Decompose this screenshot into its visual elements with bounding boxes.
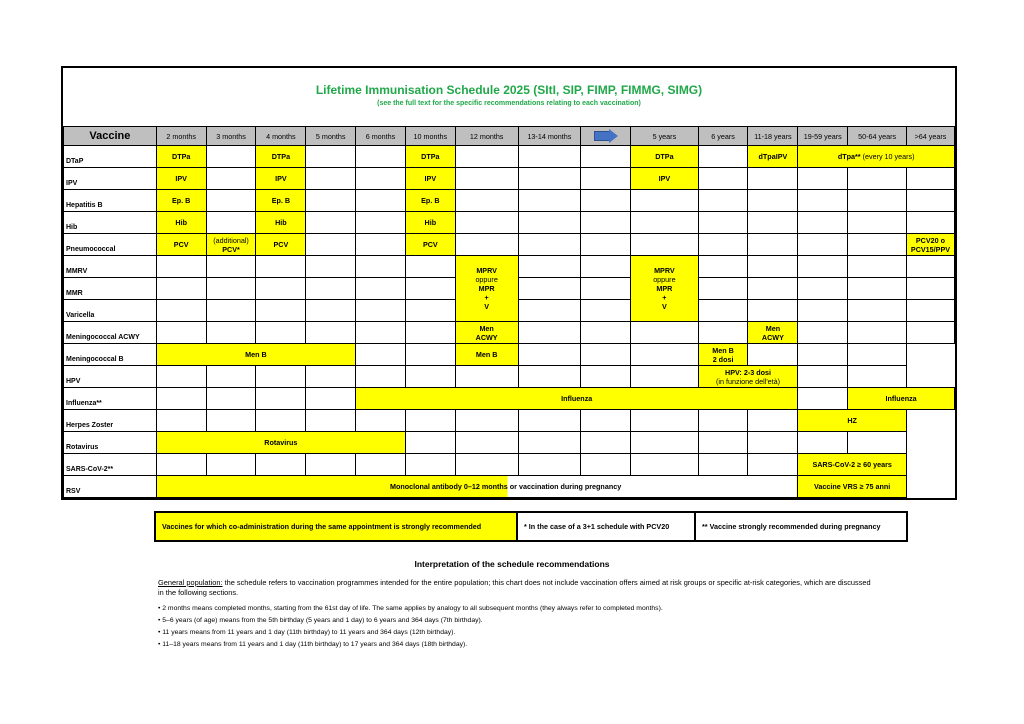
schedule-frame: [61, 66, 957, 500]
list-item: • 5–6 years (of age) means from the 5th birthday (5 years and 1 day) to 6 years and 364 days (7th birthday).: [158, 617, 483, 624]
cell: IPV: [631, 168, 699, 190]
list-item: • 11 years means from 11 years and 1 day (11th birthday) to 11 years and 364 days (12th birthday).: [158, 629, 456, 636]
cell-text: MPRV: [476, 266, 497, 275]
row-label: RSV: [64, 476, 157, 498]
cell: Influenza: [848, 388, 955, 410]
cell: SARS-CoV-2 ≥ 60 years: [798, 454, 907, 476]
table-row: [64, 168, 955, 190]
cell: PCV: [156, 234, 206, 256]
row-label: MMRV: [64, 256, 157, 278]
row-label: Herpes Zoster: [64, 410, 157, 432]
cell: Hib: [156, 212, 206, 234]
gp-body: the schedule refers to vaccination programmes intended for the entire population; this chart does not include vaccination offers aimed at risk groups or specific at-risk categories, which are discussed in the following sections.: [158, 578, 871, 597]
cell-text: PCV*: [222, 244, 240, 254]
row-label: IPV: [64, 168, 157, 190]
row-label: Meningococcal ACWY: [64, 322, 157, 344]
cell-text: Men: [765, 323, 781, 333]
cell: [206, 234, 256, 256]
arrow-right-icon: [594, 131, 618, 140]
table-row: [64, 432, 955, 454]
legend-coadmin: Vaccines for which co-administration during the same appointment is strongly recommended: [156, 513, 518, 540]
cell-note: oppure: [653, 275, 676, 284]
cell: dTpaIPV: [748, 146, 798, 168]
cell-text: +: [484, 293, 489, 302]
header-col: 6 years: [698, 127, 748, 146]
cell: Vaccine VRS ≥ 75 anni: [798, 476, 907, 498]
list-item: • 11–18 years means from 11 years and 1 day (11th birthday) to 17 years and 364 days (18th birthday).: [158, 641, 468, 648]
legend-double-star: ** Vaccine strongly recommended during pregnancy: [702, 522, 881, 531]
cell: [698, 366, 798, 388]
cell: [748, 322, 798, 344]
header-vaccine: Vaccine: [64, 127, 157, 146]
cell-text: ACWY: [475, 332, 498, 342]
cell-text: PCV15/PPV: [910, 244, 951, 254]
cell: [631, 256, 699, 322]
cell: Influenza: [356, 388, 798, 410]
table-row: [64, 388, 955, 410]
header-col: 3 months: [206, 127, 256, 146]
cell: IPV: [405, 168, 455, 190]
table-row: [64, 146, 955, 168]
row-label: Rotavirus: [64, 432, 157, 454]
row-label: Hib: [64, 212, 157, 234]
cell: Ep. B: [256, 190, 306, 212]
cell: DTPa: [156, 146, 206, 168]
cell-text: V: [484, 302, 490, 311]
row-label: Pneumococcal: [64, 234, 157, 256]
schedule-table: [63, 126, 955, 498]
cell-text: 2 dosi: [712, 354, 734, 364]
table-row: [64, 190, 955, 212]
cell: IPV: [256, 168, 306, 190]
header-col: 6 months: [356, 127, 406, 146]
row-label: Varicella: [64, 300, 157, 322]
cell: DTPa: [256, 146, 306, 168]
row-label: DTaP: [64, 146, 157, 168]
table-row: [64, 454, 955, 476]
row-label: SARS-CoV-2**: [64, 454, 157, 476]
cell-text: MPRV: [654, 266, 675, 275]
general-population-text: [158, 578, 878, 598]
row-label: Influenza**: [64, 388, 157, 410]
title-box: [63, 68, 955, 126]
row-label: MMR: [64, 278, 157, 300]
header-col: 11-18 years: [748, 127, 798, 146]
cell-note: (additional): [213, 235, 249, 245]
cell: Men B: [455, 344, 518, 366]
cell: IPV: [156, 168, 206, 190]
table-row: [64, 256, 955, 278]
gp-label: General population:: [158, 578, 223, 587]
cell: Rotavirus: [156, 432, 405, 454]
cell-note: oppure: [475, 275, 498, 284]
cell: Hib: [405, 212, 455, 234]
table-row: [64, 212, 955, 234]
table-row: [64, 344, 955, 366]
cell: [906, 234, 954, 256]
header-row: [64, 127, 955, 146]
cell-text: V: [661, 302, 667, 311]
cell-text: HPV: 2-3 dosi: [725, 367, 771, 377]
legend-star: * In the case of a 3+1 schedule with PCV20: [518, 513, 696, 540]
cell: [156, 476, 798, 498]
list-item: • 2 months means completed months, starting from the 61st day of life. The same applies by analogy to all subsequent months (they always refer to completed months).: [158, 605, 663, 612]
cell: DTPa: [631, 146, 699, 168]
cell: DTPa: [405, 146, 455, 168]
cell-note: (every 10 years): [862, 152, 915, 161]
header-col: 2 months: [156, 127, 206, 146]
row-label: Hepatitis B: [64, 190, 157, 212]
cell: Men B: [156, 344, 355, 366]
page-subtitle: (see the full text for the specific recommendations relating to each vaccination): [377, 100, 641, 107]
cell-text: +: [662, 293, 667, 302]
header-col: 19-59 years: [798, 127, 848, 146]
header-col: 5 years: [631, 127, 699, 146]
cell: PCV: [405, 234, 455, 256]
header-col: >64 years: [906, 127, 954, 146]
cell: Ep. B: [156, 190, 206, 212]
table-row: [64, 410, 955, 432]
cell-text: Men: [479, 323, 494, 333]
table-row: [64, 234, 955, 256]
cell: Ep. B: [405, 190, 455, 212]
cell: PCV: [256, 234, 306, 256]
cell-text: ACWY: [761, 332, 784, 342]
header-col: 5 months: [306, 127, 356, 146]
cell-text: PCV20 o: [915, 235, 946, 245]
header-arrow-cell: [581, 127, 631, 146]
cell-text: Monoclonal antibody 0–12 months: [389, 482, 508, 491]
table-row: [64, 366, 955, 388]
cell-text: Men B: [712, 345, 734, 355]
header-col: 4 months: [256, 127, 306, 146]
table-row: [64, 322, 955, 344]
cell-text: MPR: [478, 284, 495, 293]
table-row: [64, 476, 955, 498]
cell: [798, 146, 955, 168]
header-col: 13-14 months: [518, 127, 581, 146]
legend: [154, 511, 908, 542]
cell: Hib: [256, 212, 306, 234]
cell-note: (in funzione dell'età): [715, 376, 781, 386]
page-title: Lifetime Immunisation Schedule 2025 (SItI, SIP, FIMP, FIMMG, SIMG): [315, 83, 703, 97]
header-col: 50-64 years: [848, 127, 907, 146]
cell-text: MPR: [656, 284, 673, 293]
row-label: Meningococcal B: [64, 344, 157, 366]
header-col: 12 months: [455, 127, 518, 146]
cell-text: or vaccination during pregnancy: [509, 482, 622, 491]
row-label: HPV: [64, 366, 157, 388]
cell: [455, 256, 518, 322]
cell: [455, 322, 518, 344]
cell: HZ: [798, 410, 907, 432]
cell: [698, 344, 748, 366]
interpretation-heading: Interpretation of the schedule recommendations: [414, 559, 610, 569]
cell-text: dTpa**: [837, 152, 861, 161]
header-col: 10 months: [405, 127, 455, 146]
